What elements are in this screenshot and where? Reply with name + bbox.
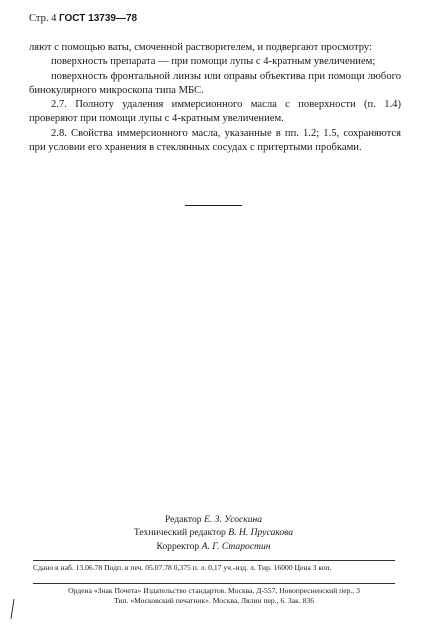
tech-editor-role: Технический редактор [133, 527, 226, 539]
paragraph: поверхность фронтальной линзы или оправы объектива при помощи любого бинокулярного микроскопа типа МБС. [29, 70, 401, 96]
paragraph: поверхность препарата — при помощи лупы с 4-кратным увеличением; [51, 56, 376, 68]
editor-role: Редактор [164, 514, 202, 525]
tech-editor-line [0, 526, 427, 539]
page-header [29, 13, 137, 24]
editor-name: Е. З. Усоскина [203, 514, 263, 525]
end-divider [185, 205, 242, 206]
body-text [29, 41, 401, 155]
publisher-line: Ордена «Знак Почета» Издательство стандартов. Москва, Д-557, Новопресненский пер., 3 [68, 586, 360, 595]
page-number: Стр. 4 [29, 13, 57, 24]
corrector-name: А. Г. Старостин [201, 540, 271, 552]
tech-editor-name: В. Н. Прусакова [228, 527, 294, 539]
printer-line: Тип. «Московский печатник». Москва, Лялин пер., 6. Зак. 836 [113, 596, 315, 606]
editor-line [0, 513, 427, 526]
paragraph-2-8: 2.8. Свойства иммерсионного масла, указанные в пп. 1.2; 1.5, сохраняются при условии его хранения в стеклянных сосудах с притертыми пробками. [29, 127, 401, 154]
paragraph: ляют с помощью ваты, смоченной растворителем, и подвергают просмотру: [29, 42, 372, 53]
paragraph-2-7: 2.7. Полноту удаления иммерсионного масла с поверхности (п. 1.4) проверяют при помощи лупы с 4-кратным увеличением. [29, 99, 401, 125]
publisher-info [33, 583, 395, 606]
corrector-role: Корректор [156, 540, 200, 552]
standard-number: ГОСТ 13739—78 [58, 13, 138, 24]
pen-mark [10, 598, 15, 620]
corrector-line [0, 540, 427, 553]
print-imprint: Сдано в наб. 13.06.78 Подп. в печ. 05.07.78 0,375 п. л. 0,17 уч.-изд. л. Тир. 16000 Цена 3 коп. [33, 560, 395, 573]
credits-block [0, 513, 427, 553]
